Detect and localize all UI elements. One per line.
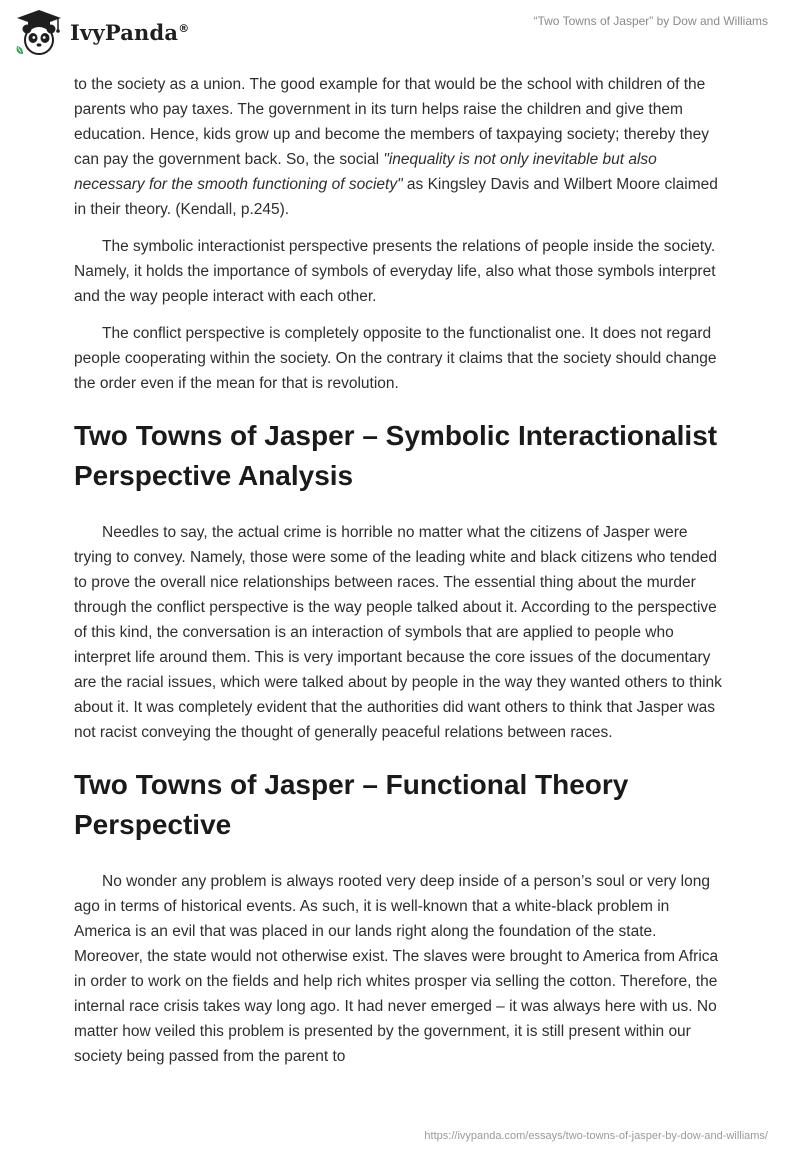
paragraph: No wonder any problem is always rooted very deep inside of a person’s soul or very long ago in terms of historical events. As such, it is well-known that a white-black problem in America is an evil that was placed in our lands right along the foundation of the state. Moreover, the state would not otherwise exist. The slaves were brought to America from Africa in order to work on the fields and help rich whites prosper via selling the cotton. Therefore, the internal race crisis takes way long ago. It had never emerged – it was always here with us. No matter how veiled this problem is presented by the government, it is still present within our society being passed from the parent to [74, 873, 719, 1065]
paragraph: Needles to say, the actual crime is horrible no matter what the citizens of Jasper were trying to convey. Namely, those were some of the leading white and black citizens who tended to prove the overall nice relationships between races. The essential thing about the murder through the conflict perspective is the way people talked about it. According to the perspective of this kind, the conversation is an interaction of symbols that are applied to people who interpret life around them. This is very important because the core issues of the documentary are the racial issues, which were talked about by people in the way they wanted others to think about it. It was completely evident that the authorities did want others to think that Jasper was not racist conveying the thought of generally peaceful relations between races. [74, 524, 722, 741]
paragraph: The conflict perspective is completely opposite to the functionalist one. It does not regard people cooperating within the society. On the contrary it claims that the society should change the order even if the mean for that is revolution. [74, 325, 717, 392]
section-heading-symbolic: Two Towns of Jasper – Symbolic Interactionalist Perspective Analysis [74, 420, 718, 491]
panda-graduate-icon [14, 8, 64, 56]
running-title: “Two Towns of Jasper” by Dow and Williams [533, 14, 768, 28]
essay-body [74, 72, 726, 1081]
paragraph: to the society as a union. The good example for that would be the school with children of the parents who pay taxes. The government in its turn helps raise the children and give them education. Hence, kids grow up and become the members of taxpaying society; thereby they can pay the government back. So, the social "inequality is not only inevitable but also necessary for the smooth functioning of society" as Kingsley Davis and Wilbert Moore claimed in their theory. (Kendall, p.245). [74, 76, 718, 218]
brand-name: IvyPanda® [70, 19, 190, 45]
brand-logo[interactable] [14, 8, 189, 56]
paragraph: The symbolic interactionist perspective presents the relations of people inside the society. Namely, it holds the importance of symbols of everyday life, also what those symbols interpret and the way people interact with each other. [74, 238, 716, 305]
page-header [0, 0, 800, 70]
section-heading-functional: Two Towns of Jasper – Functional Theory Perspective [74, 769, 629, 840]
quote: "inequality is not only inevitable but also necessary for the smooth functioning of society" [74, 151, 657, 193]
source-url[interactable]: https://ivypanda.com/essays/two-towns-of-jasper-by-dow-and-williams/ [424, 1130, 768, 1142]
